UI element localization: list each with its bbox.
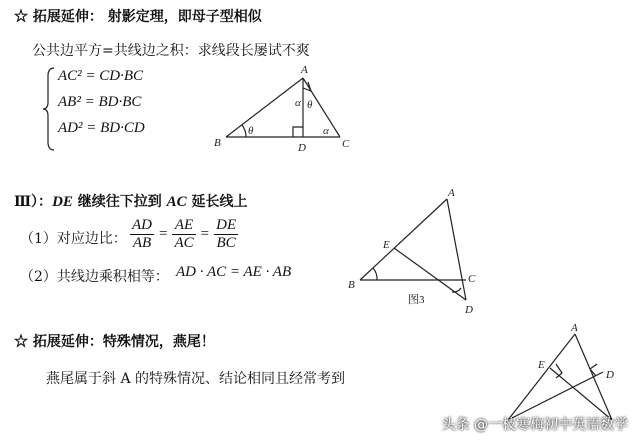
frac1-denominator: AB: [132, 235, 152, 251]
section3-body: 燕尾属于斜 A 的特殊情况、结论相同且经常考到: [46, 371, 346, 387]
fig1-label-d: D: [298, 142, 306, 154]
item2-formula: AD · AC = AE · AB: [176, 264, 292, 280]
fig2-caption: 图3: [408, 294, 425, 306]
fig1-label-c: C: [342, 138, 350, 150]
formula-ac-squared: AC² = CD·BC: [58, 68, 144, 84]
fig2-label-c: C: [468, 273, 476, 285]
section2-heading-mid: 继续往下拉到: [72, 194, 167, 210]
formula-ab-squared: AB² = BD·BC: [58, 94, 142, 110]
fig2-label-b: B: [348, 279, 355, 291]
fig1-label-b: B: [214, 137, 221, 149]
section2-heading-suffix: 延长线上: [186, 194, 248, 210]
fig1-label-theta-a: θ: [307, 99, 313, 111]
frac1-numerator: AD: [132, 217, 152, 233]
fig3-label-e: E: [538, 359, 545, 371]
frac2-denominator: AC: [174, 235, 194, 251]
fig3-right-angle-mark-e: [556, 364, 562, 378]
frac2-numerator: AE: [172, 217, 195, 235]
fig3-label-d: D: [606, 369, 614, 381]
section1-heading: ☆ 拓展延伸： 射影定理，即母子型相似: [14, 9, 262, 25]
fig3-label-a: A: [571, 322, 578, 334]
frac3-numerator: DE: [216, 217, 237, 233]
fig3-edge-ab: [508, 334, 575, 420]
item2-label: （2）共线边乘积相等：: [20, 269, 169, 285]
fig2-label-e: E: [383, 239, 390, 251]
section2-heading-ac: AC: [166, 194, 187, 210]
item1-label: （1）对应边比：: [20, 231, 127, 247]
section3-heading: ☆ 拓展延伸：特殊情况，燕尾！: [14, 334, 215, 350]
ratio-formula: $\frac{AD}{AB}$ = $\frac{AE}{AC}$ = $\frac{DE}{BC}$: [132, 217, 237, 251]
fig2-label-a: A: [448, 187, 455, 199]
fig3-right-angle-mark-d: [590, 364, 597, 376]
fig2-label-d: D: [465, 304, 473, 316]
fig1-label-theta: θ: [248, 125, 254, 137]
frac3-denominator: BC: [216, 235, 236, 251]
section2-heading-prefix: Ⅲ）：: [14, 194, 53, 210]
formula-ad-squared: AD² = BD·CD: [58, 120, 145, 136]
fig3-edge-bd: [508, 372, 603, 420]
fig1-label-alpha-c: α: [323, 125, 329, 137]
section2-heading-de: DE: [52, 194, 73, 210]
watermark: 头条 @一枝寒梅初中英语数学: [441, 417, 628, 433]
fig1-label-a: A: [301, 64, 308, 76]
section1-subtitle: 公共边平方=共线边之积：求线段长屡试不爽: [32, 43, 310, 59]
fig1-label-alpha-a: α: [295, 97, 301, 109]
